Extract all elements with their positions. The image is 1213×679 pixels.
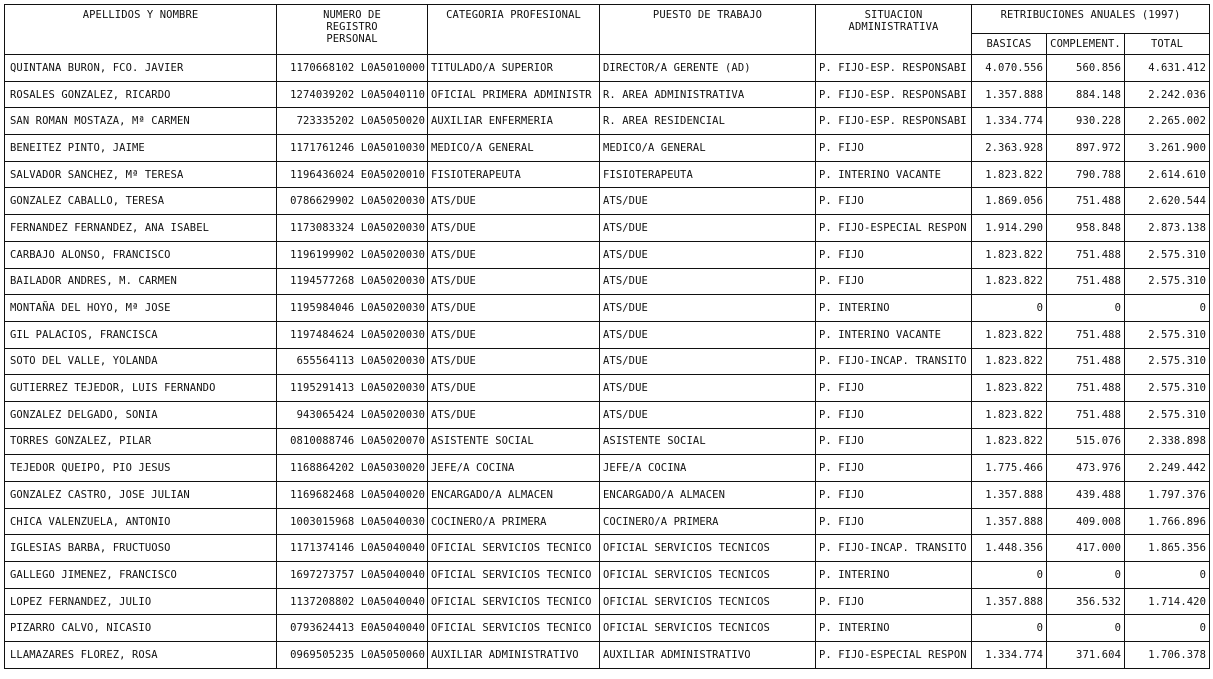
cell-basicas: 1.823.822: [972, 321, 1047, 348]
cell-basicas: 1.357.888: [972, 482, 1047, 509]
cell-situacion: P. FIJO: [816, 428, 972, 455]
cell-basicas: 1.357.888: [972, 81, 1047, 108]
cell-puesto: ASISTENTE SOCIAL: [600, 428, 816, 455]
cell-categoria: TITULADO/A SUPERIOR: [428, 55, 600, 82]
table-row: [5, 321, 1210, 348]
cell-basicas: 1.823.822: [972, 375, 1047, 402]
table-row: [5, 241, 1210, 268]
cell-nombre: SAN ROMAN MOSTAZA, Mª CARMEN: [5, 108, 277, 135]
cell-situacion: P. FIJO: [816, 375, 972, 402]
header-retribuciones: RETRIBUCIONES ANUALES (1997): [972, 5, 1210, 34]
cell-situacion: P. FIJO-ESPECIAL RESPON: [816, 215, 972, 242]
cell-complement: 0: [1047, 562, 1125, 589]
cell-situacion: P. INTERINO: [816, 615, 972, 642]
cell-basicas: 1.448.356: [972, 535, 1047, 562]
cell-total: 2.265.002: [1125, 108, 1210, 135]
header-total: TOTAL: [1125, 34, 1210, 55]
cell-categoria: ATS/DUE: [428, 348, 600, 375]
table-row: [5, 348, 1210, 375]
cell-basicas: 1.823.822: [972, 348, 1047, 375]
cell-categoria: ATS/DUE: [428, 188, 600, 215]
table-row: [5, 268, 1210, 295]
cell-categoria: OFICIAL SERVICIOS TECNICO: [428, 535, 600, 562]
cell-registro: 0810088746 L0A5020070: [277, 428, 428, 455]
cell-complement: 371.604: [1047, 642, 1125, 669]
table-row: [5, 295, 1210, 322]
cell-total: 2.338.898: [1125, 428, 1210, 455]
header-situacion: [816, 5, 972, 55]
table-row: [5, 428, 1210, 455]
cell-basicas: 1.869.056: [972, 188, 1047, 215]
cell-nombre: ROSALES GONZALEZ, RICARDO: [5, 81, 277, 108]
cell-puesto: ATS/DUE: [600, 241, 816, 268]
cell-situacion: P. FIJO: [816, 401, 972, 428]
cell-registro: 1171374146 L0A5040040: [277, 535, 428, 562]
cell-complement: 751.488: [1047, 321, 1125, 348]
cell-complement: 515.076: [1047, 428, 1125, 455]
header-puesto: PUESTO DE TRABAJO: [600, 5, 816, 55]
cell-categoria: ATS/DUE: [428, 321, 600, 348]
cell-puesto: COCINERO/A PRIMERA: [600, 508, 816, 535]
cell-categoria: ATS/DUE: [428, 215, 600, 242]
cell-situacion: P. FIJO-ESP. RESPONSABI: [816, 55, 972, 82]
cell-nombre: GONZALEZ CABALLO, TERESA: [5, 188, 277, 215]
cell-categoria: OFICIAL SERVICIOS TECNICO: [428, 615, 600, 642]
cell-registro: 0786629902 L0A5020030: [277, 188, 428, 215]
cell-complement: 409.008: [1047, 508, 1125, 535]
cell-complement: 958.848: [1047, 215, 1125, 242]
cell-situacion: P. INTERINO VACANTE: [816, 321, 972, 348]
cell-total: 3.261.900: [1125, 135, 1210, 162]
cell-puesto: DIRECTOR/A GERENTE (AD): [600, 55, 816, 82]
cell-registro: 1194577268 L0A5020030: [277, 268, 428, 295]
cell-puesto: OFICIAL SERVICIOS TECNICOS: [600, 615, 816, 642]
cell-categoria: MEDICO/A GENERAL: [428, 135, 600, 162]
cell-total: 2.575.310: [1125, 401, 1210, 428]
header-situacion-line-1: SITUACION: [864, 9, 923, 21]
cell-total: 2.575.310: [1125, 321, 1210, 348]
cell-categoria: ATS/DUE: [428, 295, 600, 322]
cell-situacion: P. FIJO-INCAP. TRANSITO: [816, 348, 972, 375]
cell-complement: 751.488: [1047, 268, 1125, 295]
cell-complement: 751.488: [1047, 188, 1125, 215]
cell-basicas: 1.823.822: [972, 241, 1047, 268]
cell-basicas: 1.775.466: [972, 455, 1047, 482]
cell-complement: 897.972: [1047, 135, 1125, 162]
header-nombre: APELLIDOS Y NOMBRE: [5, 5, 277, 55]
cell-registro: 943065424 L0A5020030: [277, 401, 428, 428]
table-row: [5, 562, 1210, 589]
cell-nombre: TORRES GONZALEZ, PILAR: [5, 428, 277, 455]
cell-puesto: JEFE/A COCINA: [600, 455, 816, 482]
cell-basicas: 0: [972, 562, 1047, 589]
cell-situacion: P. INTERINO: [816, 295, 972, 322]
cell-puesto: OFICIAL SERVICIOS TECNICOS: [600, 588, 816, 615]
cell-puesto: ATS/DUE: [600, 215, 816, 242]
cell-categoria: OFICIAL SERVICIOS TECNICO: [428, 562, 600, 589]
table-row: [5, 108, 1210, 135]
cell-categoria: OFICIAL PRIMERA ADMINISTR: [428, 81, 600, 108]
table-row: [5, 508, 1210, 535]
table-row: [5, 642, 1210, 669]
table-row: [5, 55, 1210, 82]
cell-puesto: ATS/DUE: [600, 188, 816, 215]
cell-puesto: FISIOTERAPEUTA: [600, 161, 816, 188]
cell-total: 2.575.310: [1125, 241, 1210, 268]
table-row: [5, 375, 1210, 402]
cell-situacion: P. INTERINO VACANTE: [816, 161, 972, 188]
cell-registro: 723335202 L0A5050020: [277, 108, 428, 135]
cell-basicas: 2.363.928: [972, 135, 1047, 162]
cell-situacion: P. FIJO: [816, 588, 972, 615]
cell-nombre: QUINTANA BURON, FCO. JAVIER: [5, 55, 277, 82]
cell-total: 1.797.376: [1125, 482, 1210, 509]
cell-total: 2.249.442: [1125, 455, 1210, 482]
header-complement: COMPLEMENT.: [1047, 34, 1125, 55]
cell-nombre: GONZALEZ CASTRO, JOSE JULIAN: [5, 482, 277, 509]
cell-situacion: P. FIJO-ESP. RESPONSABI: [816, 108, 972, 135]
cell-total: 2.620.544: [1125, 188, 1210, 215]
cell-puesto: MEDICO/A GENERAL: [600, 135, 816, 162]
cell-puesto: OFICIAL SERVICIOS TECNICOS: [600, 535, 816, 562]
cell-categoria: JEFE/A COCINA: [428, 455, 600, 482]
cell-complement: 0: [1047, 295, 1125, 322]
cell-situacion: P. FIJO: [816, 241, 972, 268]
cell-situacion: P. FIJO: [816, 268, 972, 295]
table-header: [5, 5, 1210, 55]
cell-registro: 1169682468 L0A5040020: [277, 482, 428, 509]
table-row: [5, 215, 1210, 242]
cell-complement: 473.976: [1047, 455, 1125, 482]
cell-basicas: 0: [972, 295, 1047, 322]
cell-complement: 0: [1047, 615, 1125, 642]
cell-puesto: R. AREA RESIDENCIAL: [600, 108, 816, 135]
cell-nombre: SALVADOR SANCHEZ, Mª TERESA: [5, 161, 277, 188]
cell-nombre: CARBAJO ALONSO, FRANCISCO: [5, 241, 277, 268]
cell-registro: 1196436024 E0A5020010: [277, 161, 428, 188]
cell-basicas: 1.823.822: [972, 401, 1047, 428]
cell-total: 0: [1125, 615, 1210, 642]
cell-complement: 751.488: [1047, 375, 1125, 402]
cell-complement: 884.148: [1047, 81, 1125, 108]
header-registro-line-1: NUMERO DE: [323, 9, 381, 21]
cell-situacion: P. FIJO: [816, 135, 972, 162]
cell-nombre: LLAMAZARES FLOREZ, ROSA: [5, 642, 277, 669]
cell-puesto: ATS/DUE: [600, 321, 816, 348]
cell-puesto: R. AREA ADMINISTRATIVA: [600, 81, 816, 108]
cell-total: 1.865.356: [1125, 535, 1210, 562]
cell-registro: 1195984046 L0A5020030: [277, 295, 428, 322]
header-situacion-line-2: ADMINISTRATIVA: [848, 21, 939, 33]
cell-nombre: SOTO DEL VALLE, YOLANDA: [5, 348, 277, 375]
cell-puesto: ATS/DUE: [600, 268, 816, 295]
cell-registro: 1274039202 L0A5040110: [277, 81, 428, 108]
cell-categoria: OFICIAL SERVICIOS TECNICO: [428, 588, 600, 615]
cell-categoria: ATS/DUE: [428, 375, 600, 402]
cell-situacion: P. FIJO-ESP. RESPONSABI: [816, 81, 972, 108]
cell-nombre: TEJEDOR QUEIPO, PIO JESUS: [5, 455, 277, 482]
cell-total: 0: [1125, 295, 1210, 322]
cell-complement: 417.000: [1047, 535, 1125, 562]
cell-complement: 751.488: [1047, 348, 1125, 375]
cell-basicas: 1.823.822: [972, 268, 1047, 295]
cell-nombre: GUTIERREZ TEJEDOR, LUIS FERNANDO: [5, 375, 277, 402]
cell-basicas: 0: [972, 615, 1047, 642]
retribuciones-table: [4, 4, 1210, 669]
cell-total: 2.575.310: [1125, 268, 1210, 295]
cell-nombre: BAILADOR ANDRES, M. CARMEN: [5, 268, 277, 295]
cell-categoria: AUXILIAR ADMINISTRATIVO: [428, 642, 600, 669]
cell-nombre: FERNANDEZ FERNANDEZ, ANA ISABEL: [5, 215, 277, 242]
cell-nombre: CHICA VALENZUELA, ANTONIO: [5, 508, 277, 535]
table-row: [5, 482, 1210, 509]
cell-total: 2.242.036: [1125, 81, 1210, 108]
cell-categoria: AUXILIAR ENFERMERIA: [428, 108, 600, 135]
cell-puesto: ATS/DUE: [600, 375, 816, 402]
table-row: [5, 615, 1210, 642]
cell-registro: 0969505235 L0A5050060: [277, 642, 428, 669]
cell-situacion: P. FIJO: [816, 482, 972, 509]
table-body: [5, 55, 1210, 669]
cell-basicas: 1.823.822: [972, 428, 1047, 455]
table-row: [5, 188, 1210, 215]
cell-basicas: 4.070.556: [972, 55, 1047, 82]
cell-nombre: BENEITEZ PINTO, JAIME: [5, 135, 277, 162]
cell-registro: 655564113 L0A5020030: [277, 348, 428, 375]
cell-categoria: ATS/DUE: [428, 241, 600, 268]
cell-complement: 790.788: [1047, 161, 1125, 188]
cell-registro: 1003015968 L0A5040030: [277, 508, 428, 535]
cell-situacion: P. FIJO-ESPECIAL RESPON: [816, 642, 972, 669]
header-registro-line-3: PERSONAL: [326, 33, 378, 45]
cell-nombre: PIZARRO CALVO, NICASIO: [5, 615, 277, 642]
cell-nombre: GALLEGO JIMENEZ, FRANCISCO: [5, 562, 277, 589]
cell-categoria: FISIOTERAPEUTA: [428, 161, 600, 188]
cell-total: 1.766.896: [1125, 508, 1210, 535]
cell-total: 1.714.420: [1125, 588, 1210, 615]
cell-basicas: 1.823.822: [972, 161, 1047, 188]
cell-puesto: AUXILIAR ADMINISTRATIVO: [600, 642, 816, 669]
table-row: [5, 588, 1210, 615]
cell-registro: 1171761246 L0A5010030: [277, 135, 428, 162]
cell-registro: 1197484624 L0A5020030: [277, 321, 428, 348]
cell-total: 1.706.378: [1125, 642, 1210, 669]
cell-categoria: ATS/DUE: [428, 268, 600, 295]
cell-puesto: OFICIAL SERVICIOS TECNICOS: [600, 562, 816, 589]
cell-total: 0: [1125, 562, 1210, 589]
header-registro-line-2: REGISTRO: [326, 21, 378, 33]
cell-basicas: 1.334.774: [972, 108, 1047, 135]
table-row: [5, 535, 1210, 562]
cell-registro: 0793624413 E0A5040040: [277, 615, 428, 642]
table-row: [5, 81, 1210, 108]
cell-registro: 1196199902 L0A5020030: [277, 241, 428, 268]
cell-basicas: 1.357.888: [972, 508, 1047, 535]
header-basicas: BASICAS: [972, 34, 1047, 55]
header-registro: [277, 5, 428, 55]
cell-complement: 439.488: [1047, 482, 1125, 509]
cell-registro: 1168864202 L0A5030020: [277, 455, 428, 482]
cell-nombre: LOPEZ FERNANDEZ, JULIO: [5, 588, 277, 615]
cell-complement: 751.488: [1047, 401, 1125, 428]
table-row: [5, 161, 1210, 188]
cell-total: 2.614.610: [1125, 161, 1210, 188]
cell-puesto: ATS/DUE: [600, 348, 816, 375]
cell-total: 2.575.310: [1125, 375, 1210, 402]
cell-nombre: GIL PALACIOS, FRANCISCA: [5, 321, 277, 348]
cell-puesto: ATS/DUE: [600, 295, 816, 322]
cell-categoria: COCINERO/A PRIMERA: [428, 508, 600, 535]
cell-categoria: ENCARGADO/A ALMACEN: [428, 482, 600, 509]
cell-nombre: IGLESIAS BARBA, FRUCTUOSO: [5, 535, 277, 562]
cell-complement: 356.532: [1047, 588, 1125, 615]
cell-situacion: P. FIJO: [816, 455, 972, 482]
cell-nombre: MONTAÑA DEL HOYO, Mª JOSE: [5, 295, 277, 322]
cell-nombre: GONZALEZ DELGADO, SONIA: [5, 401, 277, 428]
cell-puesto: ATS/DUE: [600, 401, 816, 428]
cell-registro: 1697273757 L0A5040040: [277, 562, 428, 589]
cell-situacion: P. FIJO: [816, 508, 972, 535]
cell-registro: 1173083324 L0A5020030: [277, 215, 428, 242]
table-row: [5, 455, 1210, 482]
cell-categoria: ATS/DUE: [428, 401, 600, 428]
table-row: [5, 401, 1210, 428]
cell-total: 2.575.310: [1125, 348, 1210, 375]
cell-registro: 1195291413 L0A5020030: [277, 375, 428, 402]
cell-situacion: P. INTERINO: [816, 562, 972, 589]
cell-complement: 751.488: [1047, 241, 1125, 268]
cell-registro: 1137208802 L0A5040040: [277, 588, 428, 615]
header-categoria: CATEGORIA PROFESIONAL: [428, 5, 600, 55]
cell-complement: 560.856: [1047, 55, 1125, 82]
cell-complement: 930.228: [1047, 108, 1125, 135]
cell-total: 4.631.412: [1125, 55, 1210, 82]
cell-situacion: P. FIJO: [816, 188, 972, 215]
cell-total: 2.873.138: [1125, 215, 1210, 242]
cell-categoria: ASISTENTE SOCIAL: [428, 428, 600, 455]
cell-basicas: 1.357.888: [972, 588, 1047, 615]
cell-basicas: 1.914.290: [972, 215, 1047, 242]
cell-basicas: 1.334.774: [972, 642, 1047, 669]
cell-situacion: P. FIJO-INCAP. TRANSITO: [816, 535, 972, 562]
cell-registro: 1170668102 L0A5010000: [277, 55, 428, 82]
table-row: [5, 135, 1210, 162]
cell-puesto: ENCARGADO/A ALMACEN: [600, 482, 816, 509]
